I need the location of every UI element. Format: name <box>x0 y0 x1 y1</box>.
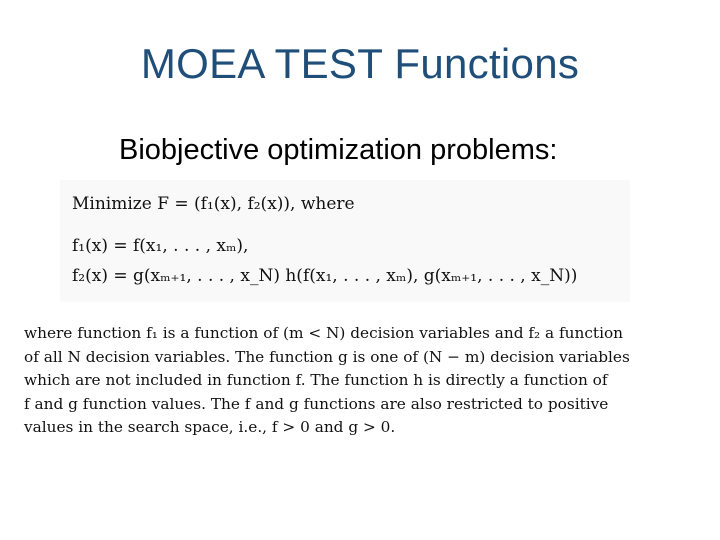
equation-f1: f₁(x) = f(x₁, . . . , xₘ), <box>72 236 249 256</box>
description-paragraph <box>24 322 688 440</box>
paragraph-line: of all N decision variables. The function g is one of (N − m) decision variables <box>24 347 630 366</box>
paragraph-line: which are not included in function f. The function h is directly a function of <box>24 371 608 389</box>
paragraph-line: f and g function values. The f and g functions are also restricted to positive <box>24 394 609 413</box>
equation-image <box>60 180 630 302</box>
paragraph-line: values in the search space, i.e., f > 0 and g > 0. <box>24 418 396 436</box>
equation-f2: f₂(x) = g(xₘ₊₁, . . . , x_N) h(f(x₁, . . . , xₘ), g(xₘ₊₁, . . . , x_N)) <box>72 266 578 286</box>
slide-subtitle: Biobjective optimization problems: <box>119 134 558 166</box>
slide-title: MOEA TEST Functions <box>140 40 580 87</box>
equation-minimize: Minimize F = (f₁(x), f₂(x)), where <box>72 194 355 214</box>
paragraph-line: where function f₁ is a function of (m < N) decision variables and f₂ a function <box>24 324 624 342</box>
